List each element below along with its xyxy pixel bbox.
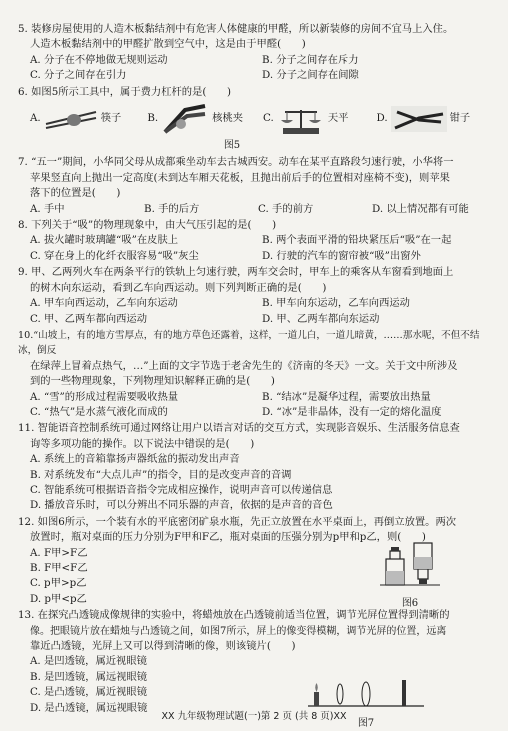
option-b-label: 核桃夹 bbox=[212, 112, 244, 125]
tool-b bbox=[147, 102, 243, 136]
option-d: D. 行驶的汽车的窗帘被“吸”出窗外 bbox=[262, 249, 421, 262]
question-10-stem-cont: 在绿萍上冒着点热气，…”上面的文字节选于老舍先生的《济南的冬天》一文。关于文中所涉及 bbox=[30, 359, 458, 372]
figure-7 bbox=[306, 676, 426, 731]
question-5-stem: 5. 装修房屋使用的人造木板黏结剂中有危害人体健康的甲醛，所以新装修的房间不宜马上入住。 bbox=[18, 23, 454, 35]
question-9-stem-cont: 的树木向东运动，看到乙车向西运动。则下列判断正确的是( ) bbox=[30, 281, 327, 294]
question-5-stem-cont: 人造木板黏结剂中的甲醛扩散到空气中，这是由于甲醛( ) bbox=[30, 38, 306, 51]
option-b: B. 分子之间存在斥力 bbox=[262, 53, 359, 66]
option-a: A. 系统上的音箱靠扬声器纸盆的振动发出声音 bbox=[30, 453, 240, 466]
optical-bench-icon bbox=[306, 676, 426, 710]
option-c: C. 是凸透镜，属近视眼镜 bbox=[30, 686, 148, 699]
question-12-stem-cont: 放置时，瓶对桌面的压力分别为F甲和F乙，瓶对桌面的压强分别为p甲和p乙，则( ) bbox=[30, 531, 426, 544]
question-9-stem: 9. 甲、乙两列火车在两条平行的铁轨上匀速行驶，两车交会时，甲车上的乘客从车窗看到地面上 bbox=[18, 266, 454, 279]
tool-a bbox=[30, 106, 121, 132]
option-d: D. 播放音乐时，可以分辨出不同乐器的声音，依据的是声音的音色 bbox=[30, 499, 333, 512]
option-a: A. “雪”的形成过程需要吸收热量 bbox=[30, 390, 179, 403]
nutcracker-icon bbox=[161, 102, 209, 136]
question-6 bbox=[18, 85, 486, 154]
option-a: A. 分子在不停地做无规则运动 bbox=[30, 53, 168, 66]
question-8-stem: 8. 下列关于“吸”的物理现象中，由大气压引起的是( ) bbox=[18, 219, 277, 232]
figure-5-caption: 图5 bbox=[223, 140, 241, 152]
figure-7-caption: 图7 bbox=[357, 717, 375, 729]
option-c: C. 分子之间存在引力 bbox=[30, 69, 127, 82]
option-c: C. 甲、乙两车都向西运动 bbox=[30, 312, 148, 325]
option-c: C. 手的前方 bbox=[258, 202, 314, 215]
option-d: D. 是凸透镜，属远视眼镜 bbox=[30, 701, 148, 714]
option-b: B. 手的后方 bbox=[144, 202, 200, 215]
option-a: A. 甲车向西运动，乙车向东运动 bbox=[30, 297, 178, 310]
question-13-stem-cont2: 靠近凸透镜，光屏上又可以得到清晰的像，则该镜片( ) bbox=[30, 640, 296, 653]
water-bottles-icon bbox=[380, 541, 440, 591]
question-12 bbox=[18, 515, 486, 610]
option-d: D. p甲<p乙 bbox=[30, 592, 87, 605]
question-5 bbox=[18, 22, 486, 84]
question-12-stem: 12. 如图6所示，一个装有水的平底密闭矿泉水瓶，先正立放置在水平桌面上，再倒立放置。两次 bbox=[18, 515, 457, 528]
pliers-icon bbox=[391, 104, 447, 134]
option-c-letter: C. bbox=[263, 112, 274, 125]
question-11-stem-cont: 询等多项功能的操作。以下说法中错误的是( ) bbox=[30, 437, 255, 450]
question-13-stem-cont: 像。把眼镜片放在蜡烛与凸透镜之间，如图7所示，屏上的像变得模糊，调节光屏的位置，远离 bbox=[30, 625, 447, 637]
option-b: B. F甲<F乙 bbox=[30, 562, 88, 574]
option-a-label: 筷子 bbox=[100, 112, 122, 125]
option-c: C. 穿在身上的化纤衣服容易“吸”灰尘 bbox=[30, 249, 199, 262]
question-11 bbox=[18, 421, 486, 513]
question-7-stem-cont2: 落下的位置是( ) bbox=[30, 187, 121, 200]
figure-6-caption: 图6 bbox=[401, 598, 419, 610]
question-6-stem: 6. 如图5所示工具中，属于费力杠杆的是( ) bbox=[18, 85, 232, 98]
question-8 bbox=[18, 218, 486, 264]
question-7 bbox=[18, 155, 486, 217]
chopsticks-icon bbox=[44, 106, 98, 132]
option-a-letter: A. bbox=[30, 112, 41, 125]
option-c: C. “热气”是水蒸气液化而成的 bbox=[30, 405, 168, 418]
figure-6 bbox=[380, 541, 440, 612]
question-10 bbox=[18, 328, 486, 420]
question-10-stem: 10.“山坡上，有的地方雪厚点，有的地方草色还露着，这样，一道儿白，一道儿暗黄，……那水呢，不但不结冰，倒反 bbox=[18, 329, 480, 357]
tool-c bbox=[263, 102, 348, 136]
option-b: B. “结冰”是凝华过程，需要放出热量 bbox=[262, 390, 431, 403]
option-b: B. 甲车向东运动，乙车向西运动 bbox=[262, 297, 410, 310]
page-footer: XX 九年级物理试题(一)第 2 页 (共 8 页)XX bbox=[161, 711, 347, 722]
option-c-label: 天平 bbox=[327, 112, 349, 125]
question-7-stem: 7. “五一”期间，小华同父母从成都乘坐动车去古城西安。动车在某平直路段匀速行驶，小华将一 bbox=[18, 156, 454, 169]
option-a: A. F甲>F乙 bbox=[30, 546, 88, 559]
tool-d bbox=[376, 104, 470, 134]
option-a: A. 是凹透镜，属近视眼镜 bbox=[30, 655, 147, 668]
option-b: B. 是凹透镜，属远视眼镜 bbox=[30, 670, 148, 683]
question-13-stem: 13. 在探究凸透镜成像规律的实验中，将蜡烛放在凸透镜前适当位置，调节光屏位置得到清晰的 bbox=[18, 609, 450, 622]
option-d-letter: D. bbox=[376, 112, 388, 125]
question-11-stem: 11. 智能语音控制系统可通过网络让用户以语言对话的交互方式，实现影音娱乐、生活服务信息查 bbox=[18, 422, 460, 435]
option-c: C. 智能系统可根据语音指令完成相应操作，说明声音可以传递信息 bbox=[30, 483, 333, 496]
option-c: C. p甲>p乙 bbox=[30, 577, 87, 590]
option-d: D. 甲、乙两车都向东运动 bbox=[262, 312, 380, 325]
option-b: B. 对系统发布“大点儿声”的指令，目的是改变声音的音调 bbox=[30, 468, 292, 481]
option-a: A. 拔火罐时玻璃罐“吸”在皮肤上 bbox=[30, 234, 179, 247]
option-a: A. 手中 bbox=[30, 202, 65, 215]
option-d-label: 钳子 bbox=[449, 112, 471, 125]
question-10-stem-cont2: 到的一些物理现象，下列物理知识解释正确的是( ) bbox=[30, 375, 275, 388]
option-b-letter: B. bbox=[147, 112, 159, 125]
option-d: D. 分子之间存在间隙 bbox=[262, 69, 359, 82]
question-7-stem-cont: 苹果竖直向上抛出一定高度(未到达车厢天花板，且抛出前后手的位置相对座椅不变)，则苹果 bbox=[30, 171, 450, 184]
question-9 bbox=[18, 265, 486, 327]
balance-scale-icon bbox=[277, 102, 325, 136]
option-d: D. 以上情况都有可能 bbox=[372, 202, 469, 215]
option-d: D. “冰”是非晶体，没有一定的熔化温度 bbox=[262, 405, 442, 418]
option-b: B. 两个表面平滑的铅块紧压后“吸”在一起 bbox=[262, 234, 452, 247]
figure-5-tools bbox=[18, 100, 486, 138]
